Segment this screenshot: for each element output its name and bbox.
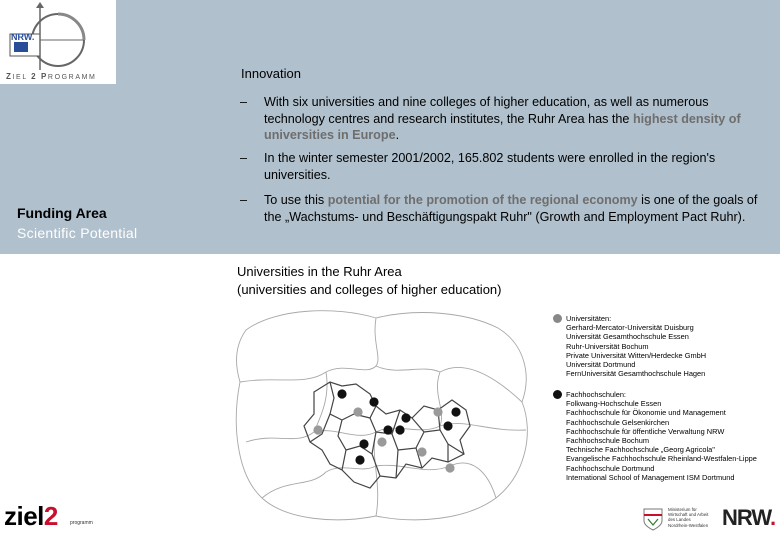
highlight-text: potential for the promotion of the regional economy xyxy=(327,193,638,207)
list-item: International School of Management ISM Dortmund xyxy=(566,472,735,482)
list-item: Technische Fachhochschule „Georg Agricola" xyxy=(566,445,715,455)
ruhr-area-map xyxy=(226,302,546,530)
location-marker xyxy=(377,437,386,446)
ziel2-logo: ziel2 xyxy=(4,501,58,531)
location-marker xyxy=(401,413,410,422)
legend-heading: Fachhochschulen: xyxy=(556,390,757,399)
location-marker xyxy=(417,447,426,456)
location-marker xyxy=(359,439,368,448)
ziel2-program-caption: programm xyxy=(70,520,93,526)
legend-universities xyxy=(556,314,706,378)
list-item: Universität Dortmund xyxy=(566,360,636,370)
legend-dot-icon xyxy=(553,390,562,399)
location-marker xyxy=(433,407,442,416)
list-item: Fachhochschule für öffentliche Verwaltung NRW xyxy=(566,426,725,436)
section-heading: Innovation xyxy=(241,66,301,81)
nrw-logo: NRW. xyxy=(722,505,776,530)
list-item: Folkwang-Hochschule Essen xyxy=(566,399,662,409)
ziel2-program-logo xyxy=(0,0,116,84)
bullet-dash: – xyxy=(240,95,248,109)
emblem-label: NRW. xyxy=(11,32,35,42)
list-item: Universität Gesamthochschule Essen xyxy=(566,332,689,342)
location-marker xyxy=(445,463,454,472)
coat-of-arms-icon xyxy=(642,507,664,531)
bullet-text: To use this potential for the promotion of the regional economy is one of the goals of the „Wachstums- und Beschäftigungspakt Ruhr" (Growth and Employment Pact Ruhr). xyxy=(264,193,758,224)
location-marker xyxy=(383,425,392,434)
location-marker xyxy=(353,407,362,416)
funding-area-label: Funding Area xyxy=(17,205,107,221)
location-marker xyxy=(337,389,346,398)
legend-dot-icon xyxy=(553,314,562,323)
list-item: FernUniversität Gesamthochschule Hagen xyxy=(566,369,706,379)
list-item: Gerhard-Mercator-Universität Duisburg xyxy=(566,323,694,333)
bullet-dash: – xyxy=(240,151,248,165)
list-item: Fachhochschule Dortmund xyxy=(566,463,655,473)
location-marker xyxy=(355,455,364,464)
list-item: Fachhochschule für Ökonomie und Management xyxy=(566,408,726,418)
list-item: Evangelische Fachhochschule Rheinland-Westfalen-Lippe xyxy=(566,454,757,464)
bullet-text: In the winter semester 2001/2002, 165.802 students were enrolled in the region's universities. xyxy=(264,151,716,182)
scientific-potential-label: Scientific Potential xyxy=(17,225,138,241)
program-name: ZIEL 2 PROGRAMM xyxy=(6,72,97,81)
highlight-text: highest density of universities in Europe xyxy=(264,111,741,142)
list-item: Ruhr-Universität Bochum xyxy=(566,341,649,351)
map-subtitle: (universities and colleges of higher education) xyxy=(237,282,502,297)
list-item: Fachhochschule Bochum xyxy=(566,436,649,446)
legend-colleges xyxy=(556,390,757,482)
location-marker xyxy=(451,407,460,416)
map-title: Universities in the Ruhr Area xyxy=(237,264,402,279)
location-marker xyxy=(313,425,322,434)
list-item: Private Universität Witten/Herdecke GmbH xyxy=(566,350,707,360)
location-marker xyxy=(395,425,404,434)
bullet-dash: – xyxy=(240,193,248,207)
location-marker xyxy=(443,421,452,430)
location-marker xyxy=(369,397,378,406)
legend-heading: Universitäten: xyxy=(556,314,706,323)
list-item: Fachhochschule Gelsenkirchen xyxy=(566,417,670,427)
bullet-text: With six universities and nine colleges of higher education, as well as numerous technology centres and research institutes, the Ruhr Area has the highest density of universities in Europe. xyxy=(264,95,741,142)
ministry-name: Ministerium für Wirtschaft und Arbeit des Landes Nordrhein-Westfalen xyxy=(668,507,709,528)
